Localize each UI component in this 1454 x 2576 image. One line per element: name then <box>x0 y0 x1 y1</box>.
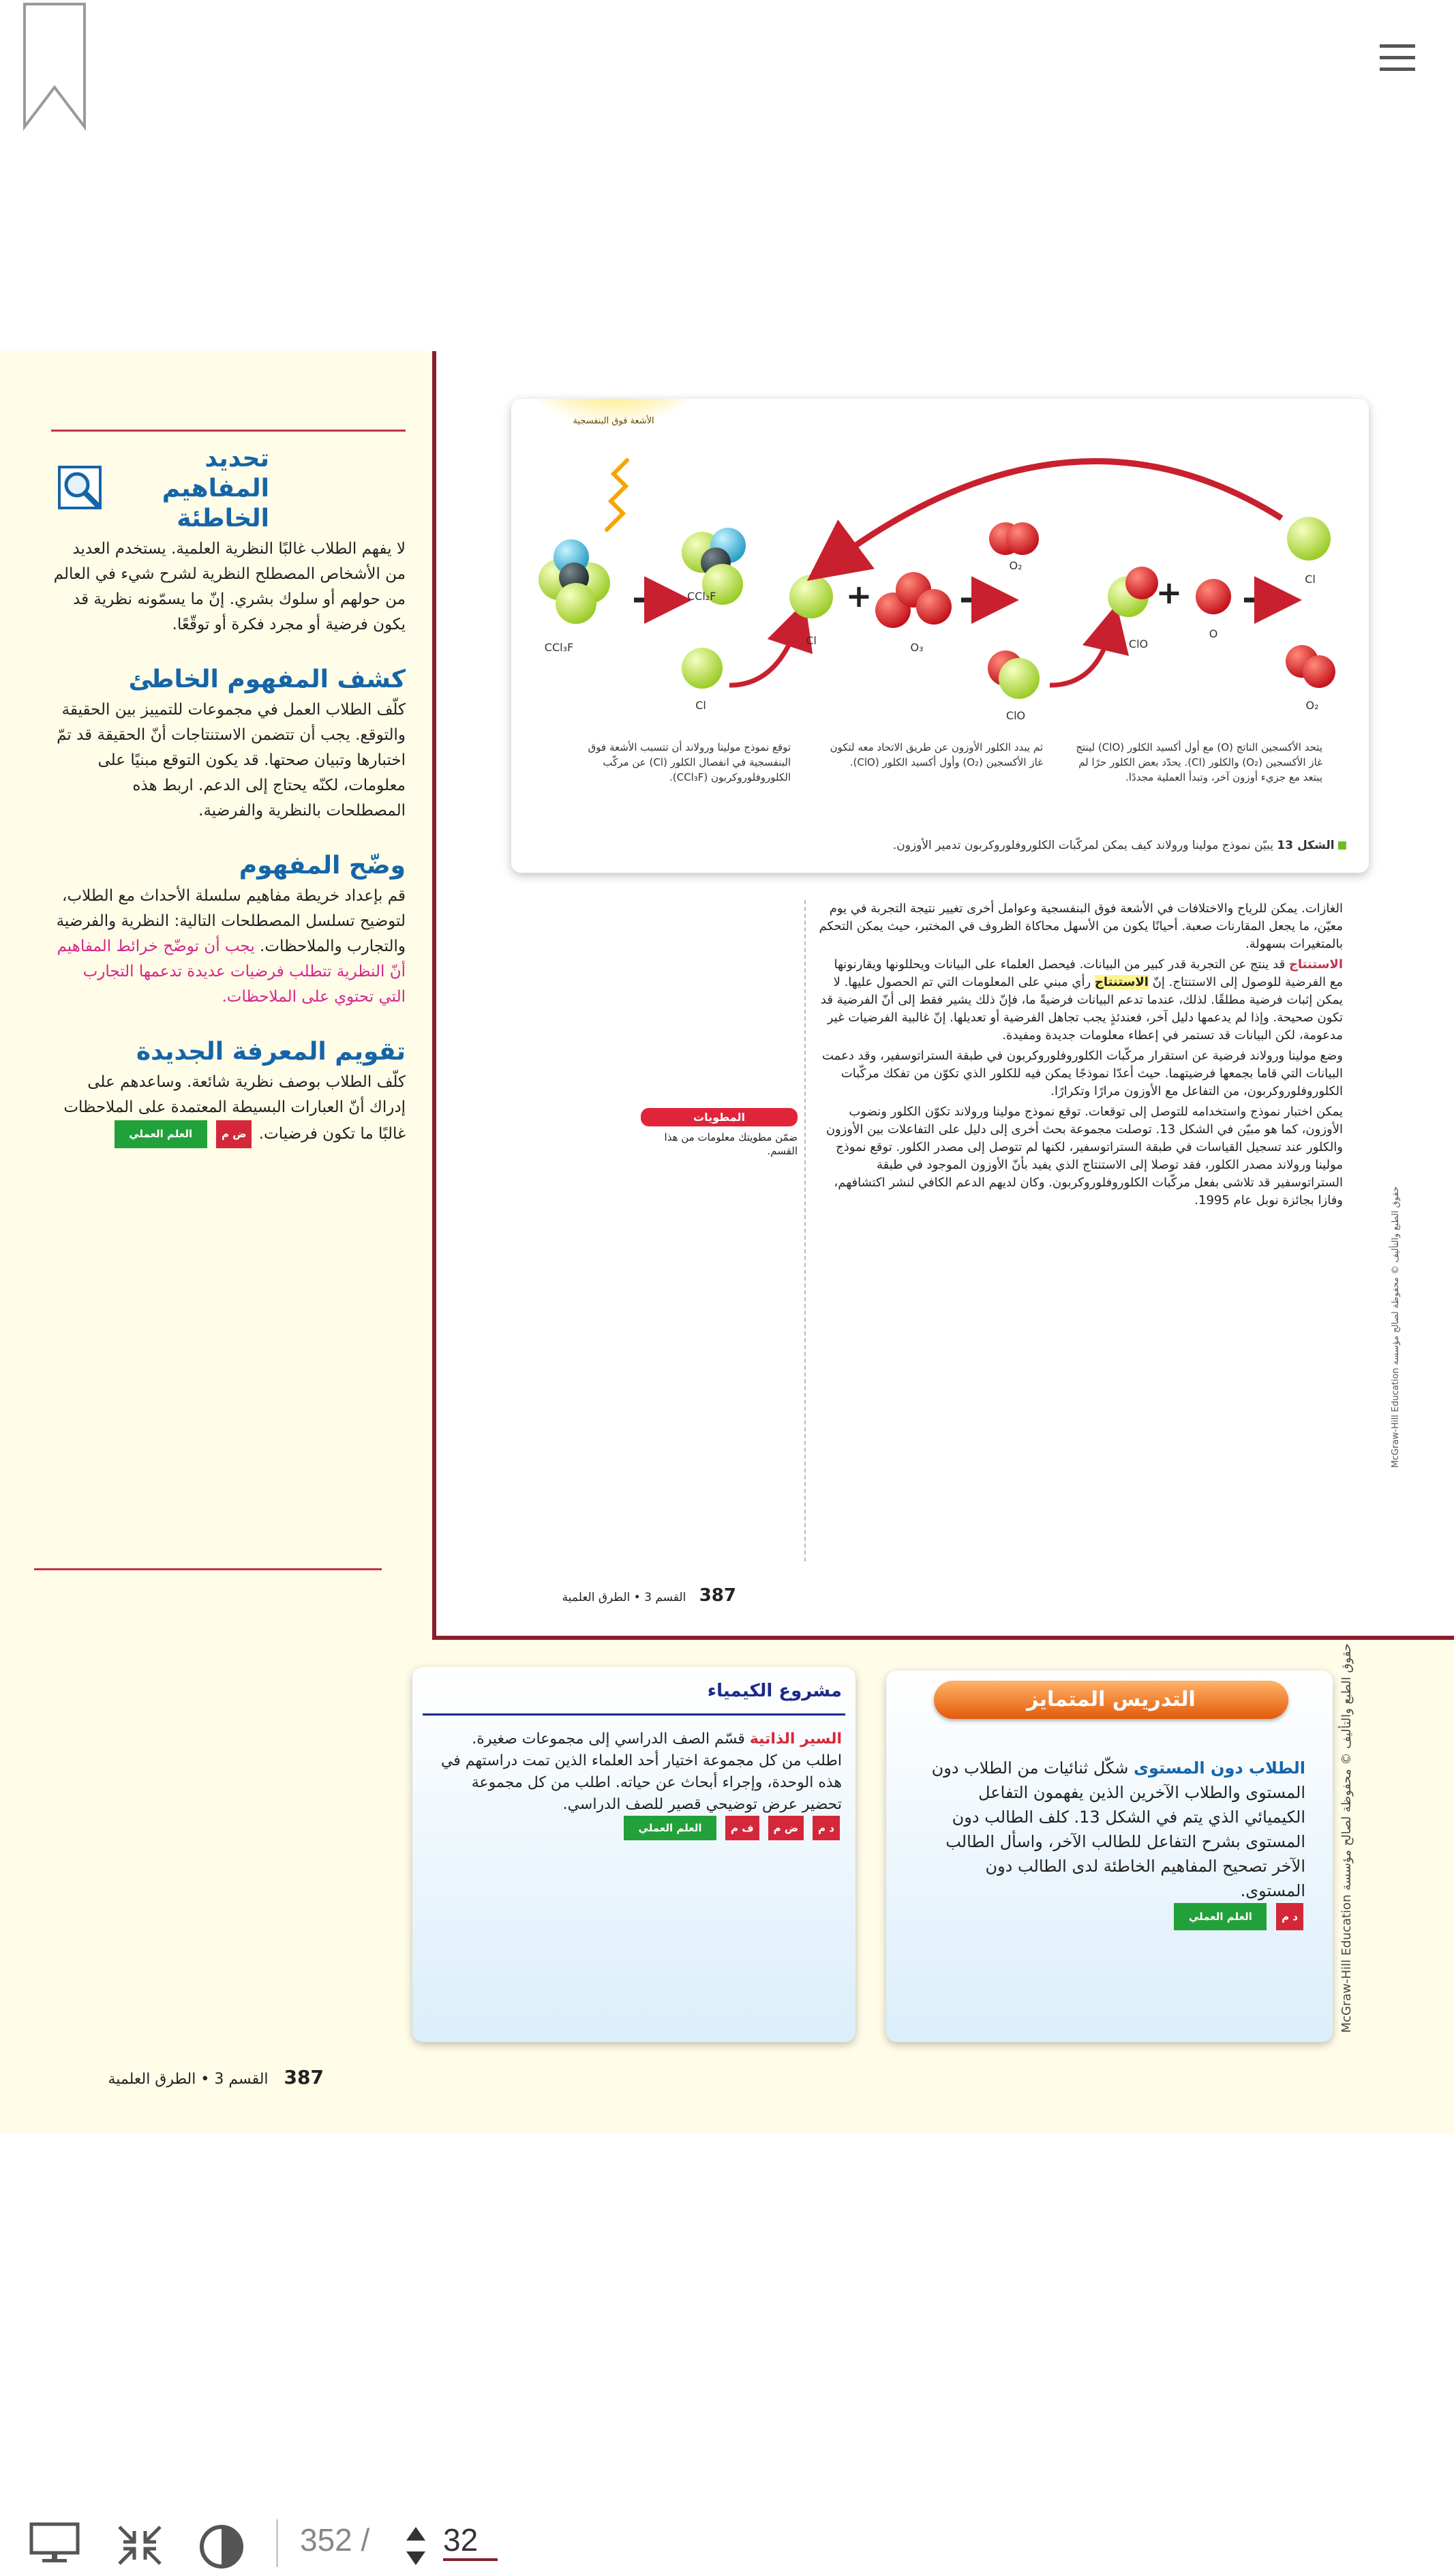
uv-label: الأشعة فوق البنفسجية <box>573 416 654 426</box>
diff-tag-level: د م <box>1276 1903 1303 1930</box>
project-tag-1: د م <box>813 1816 840 1840</box>
tag-level: ض م <box>216 1120 252 1148</box>
project-text: قسّم الصف الدراسي إلى مجموعات صغيرة. اطلب من كل مجموعة اختيار أحد العلماء الذين تمت دراستهم في هذه الوحدة، وإجراء أبحاث عن حياته. اطلب من كل مجموعة تحضير عرض توضيحي قصير للصف الدراسي. <box>440 1731 842 1813</box>
o-atom <box>1196 579 1231 614</box>
body-text <box>818 900 1343 1212</box>
outer-footer <box>51 2066 324 2088</box>
teacher-sidebar <box>51 430 406 1148</box>
project-title-rule <box>423 1713 845 1716</box>
page-separator: / <box>361 2522 370 2558</box>
inner-page-number: 387 <box>699 1585 736 1606</box>
ccl3f-label: CCl₃F <box>544 641 574 654</box>
figure-13 <box>511 399 1369 873</box>
cl-atom-1 <box>682 648 723 689</box>
magnifier-icon <box>57 464 106 513</box>
body-paragraph-3: وضع مولينا ورولاند فرضية عن استقرار مركّبات الكلوروفلوروكربون في طبقة الستراتوسفير، وقد دعمت البيانات التي قاما بجمعها فرضيتهما. حيث أعدّا نموذجًا يمكن فيه للكلور الذي تكوّن من تفكك مركّبات الكلوروفلوروكربون، من التفاعل مع الأوزون مرارًا وتكرارًا. <box>821 1049 1343 1098</box>
cl-atom-3 <box>1287 517 1331 560</box>
uncover-title: كشف المفهوم الخاطئ <box>128 665 406 693</box>
body-paragraph-2b: رأي مبني على المعلومات التي تم الحصول عليها. لا يمكن إثبات فرضية مطلقًا. لذلك، عندما تدعم البيانات فرضيةً ما، فإنّ ذلك يشير فقط إلى أنّ الفرضية قد تكون صحيحة. وإذا لم يدعمها دليل آخر، فعندئذٍ يجب تجاهل الفرضية أو تعديلها. إنّ غالبية الفرضيات غير مدعومة، لكن البيانات قد تستمر في إعطاء معلومات جديدة ومفيدة. <box>820 975 1343 1043</box>
conclusion-keyword: الاستنتاج <box>1288 957 1343 972</box>
plus-sign-1: + <box>845 578 873 614</box>
clarify-text-plain: قم بإعداد خريطة مفاهيم سلسلة الأحداث مع الطلاب، لتوضيح تسلسل المصطلحات التالية: النظرية والفرضية والتجارب والملاحظات. <box>56 887 406 955</box>
clarify-title: وضّح المفهوم <box>239 852 406 880</box>
foldables-badge <box>641 1108 798 1158</box>
project-keyword: السير الذاتية <box>749 1731 842 1748</box>
uncover-text: كلّف الطلاب العمل في مجموعات للتمييز بين الحقيقة والتوقع. يجب أن تتضمن الاستنتاجات أنّ الحقيقة قد تمّ اختبارها وتبيان صحتها. قد يكون التوقع مبنيًا على معلومات، لكنّه يحتاج إلى الدعم. اربط هذه المصطلحات بالنظرية والفرضية. <box>57 701 406 820</box>
curved-arrow-1 <box>729 624 798 685</box>
project-body <box>440 1728 842 1840</box>
misconceptions-heading <box>51 444 406 534</box>
stepper-icon[interactable] <box>402 2523 429 2569</box>
assess-text-plain: كلّف الطلاب بوصف نظرية شائعة. وساعدهم على إدراك أنّ العبارات البسيطة المعتمدة على الملاحظات غالبًا ما تكون فرضيات. <box>63 1073 406 1143</box>
collapse-icon[interactable] <box>112 2521 167 2569</box>
diff-title: التدريس المتمايز <box>1027 1688 1196 1711</box>
viewer-toolbar <box>0 2482 1454 2576</box>
page-input[interactable]: 32 <box>443 2521 498 2561</box>
conclusion-highlight: الاستنتاج <box>1094 975 1149 989</box>
diff-keyword: الطلاب دون المستوى <box>1134 1758 1305 1778</box>
inner-footer <box>504 1585 736 1606</box>
figure-caption-text: يبيّن نموذج مولينا ورولاند كيف يمكن لمركّبات الكلوروفلوروكربون تدمير الأوزون. <box>892 839 1274 852</box>
sidebar-top-rule <box>51 430 406 432</box>
uv-ray <box>607 460 627 530</box>
ozone-molecule <box>875 572 952 628</box>
monitor-icon[interactable] <box>27 2521 82 2564</box>
chemistry-project-box <box>412 1667 855 2042</box>
ccl3f-molecule <box>539 539 610 624</box>
project-tag-3: ف م <box>725 1816 759 1840</box>
bookmark-icon[interactable] <box>20 0 89 133</box>
tag-practical-science: العلم العملي <box>115 1120 207 1148</box>
differentiated-instruction-box <box>886 1671 1333 2042</box>
body-paragraph-2a: قد ينتج عن التجربة قدر كبير من البيانات. فيحصل العلماء على البيانات ويحللونها ويقارنونها مع الفرضية للوصول إلى الاستنتاج. إنّ <box>834 957 1343 989</box>
o2-label-1: O₂ <box>1009 559 1023 572</box>
caption-step-1: توقع نموذج مولينا ورولاند أن تتسبب الأشعة فوق البنفسجية في انفصال الكلور (Cl) عن مركّب الكلوروفلوروكربون (CCl₃F). <box>588 741 791 783</box>
copyright-inner: حقوق الطبع والتأليف © محفوظة لصالح مؤسسة McGraw-Hill Education <box>1391 1186 1401 1468</box>
cycle-arrow <box>832 461 1282 563</box>
menu-icon[interactable] <box>1370 38 1425 78</box>
o-label: O <box>1209 627 1218 640</box>
ccl2f-label: CCl₂F <box>687 590 716 603</box>
clarify-text <box>51 884 406 1010</box>
body-paragraph-2 <box>818 956 1343 1045</box>
misconceptions-text: لا يفهم الطلاب غالبًا النظرية العلمية. يستخدم العديد من الأشخاص المصطلح النظرية لشرح شيء في العالم من حولهم أو سلوك بشري. إنّ ما يسمّونه نظرية قد يكون فرضية أو مجرد فكرة أو توقّعًا. <box>53 540 406 633</box>
o2-molecule-1 <box>989 522 1039 555</box>
page-indicator <box>300 2521 369 2558</box>
o2-molecule-2 <box>1286 645 1335 688</box>
clarify-text-highlight: يجب أن توضّح خرائط المفاهيم أنّ النظرية تتطلب فرضيات عديدة تدعمها التجارب التي تحتوي على الملاحظات. <box>57 938 406 1006</box>
misconceptions-title: تحديد المفاهيم الخاطئة <box>162 445 269 533</box>
clo-molecule-2 <box>1108 567 1158 617</box>
body-paragraph-4: يمكن اختبار نموذج واستخدامه للتوصل إلى توقعات. توقع نموذج مولينا ورولاند تكوّن الكلور ونضوب الأوزون، كما هو مبيّن في الشكل 13. توصلت مجموعة بحث أخرى إلى دليل على التفاعلات بين الأوزون والكلور عند تسجيل القياسات في طبقة الستراتوسفير، لكنها لم تتوصل إلى مصدر الكلور. توقع نموذج مولينا ورولاند مصدر الكلور، فقد توصلا إلى الاستنتاج الذي يفيد بأنّ الأوزون الموجود في طبقة الستراتوسفير قد تلاشى بفعل مركّبات الكلوروفلوروكربون. وكان لديهم الدعم الكافي لنشر اكتشافهم، وفازا بجائزة نوبل عام 1995. <box>826 1105 1343 1208</box>
clo-label-2: ClO <box>1128 638 1149 650</box>
column-divider <box>804 900 806 1561</box>
caption-bullet <box>1338 841 1346 850</box>
project-tag-practical: العلم العملي <box>624 1816 716 1840</box>
project-tag-2: ض م <box>768 1816 804 1840</box>
contrast-icon[interactable] <box>198 2523 245 2571</box>
assess-text <box>51 1070 406 1148</box>
cl-label-3: Cl <box>1305 573 1316 586</box>
outer-page-number: 387 <box>284 2066 324 2088</box>
uv-glow <box>539 399 688 457</box>
diff-body <box>917 1756 1305 1930</box>
cl-atom-2 <box>789 575 833 618</box>
toolbar-divider <box>276 2519 278 2567</box>
page-current: 352 <box>300 2522 352 2558</box>
caption-step-3: يتحد الأكسجين الناتج (O) مع أول أكسيد الكلور (ClO) لينتج غاز الأكسجين (O₂) والكلور (Cl). يحدّد بعض الكلور حرًا لم يبتعد مع جزيء أوزون آخر، وتبدأ العملية مجددًا. <box>1076 741 1322 783</box>
body-paragraph-1: الغازات. يمكن للرياح والاختلافات في الأشعة فوق البنفسجية وعوامل أخرى تغيير نتيجة التجربة في يوم معيّن، ما يجعل المقارنات صعبة. أحيانًا يكون من الأسهل محاكاة الظروف في المختبر، حيث يمكن التحكم بالمتغيرات بسهولة. <box>819 901 1343 951</box>
diff-text: شكّل ثنائيات من الطلاب دون المستوى والطلاب الآخرين الذين يفهمون التفاعل الكيميائي الذي يتم في الشكل 13. كلف الطالب دون المستوى بشرح التفاعل للطالب الآخر، واسأل الطالب الآخر تصحيح المفاهيم الخاطئة لدى الطالب دون المستوى. <box>931 1758 1305 1900</box>
diff-tag-practical: العلم العملي <box>1174 1903 1267 1930</box>
inner-section-label: القسم 3 • الطرق العلمية <box>562 1591 686 1604</box>
cl-label-2: Cl <box>806 634 817 647</box>
figure-label: الشكل 13 <box>1277 839 1335 852</box>
caption-step-2: ثم يبدد الكلور الأوزون عن طريق الاتحاد معه لتكون غاز الأكسجين (O₂) وأول أكسيد الكلور (ClO). <box>830 741 1043 768</box>
copyright-outer: حقوق الطبع والتأليف © محفوظة لصالح مؤسسة McGraw-Hill Education <box>1339 1643 1354 2033</box>
o3-label: O₃ <box>910 641 924 654</box>
figure-main-caption <box>614 839 1346 852</box>
diff-title-pill <box>934 1681 1288 1719</box>
clo-molecule-1 <box>988 650 1040 699</box>
cl-label-1: Cl <box>695 699 706 712</box>
foldables-text: ضمّن مطويتك معلومات من هذا القسم. <box>664 1131 798 1157</box>
foldables-label: المطويات <box>641 1108 798 1126</box>
outer-section-label: القسم 3 • الطرق العلمية <box>108 2071 269 2088</box>
clo-label-1: ClO <box>1005 709 1026 722</box>
curved-arrow-2 <box>1050 627 1111 685</box>
sidebar-bottom-rule <box>34 1568 382 1570</box>
project-title: مشروع الكيمياء <box>707 1681 842 1701</box>
o2-label-2: O₂ <box>1305 699 1319 712</box>
plus-sign-2: + <box>1155 574 1183 611</box>
assess-title: تقويم المعرفة الجديدة <box>136 1038 406 1066</box>
